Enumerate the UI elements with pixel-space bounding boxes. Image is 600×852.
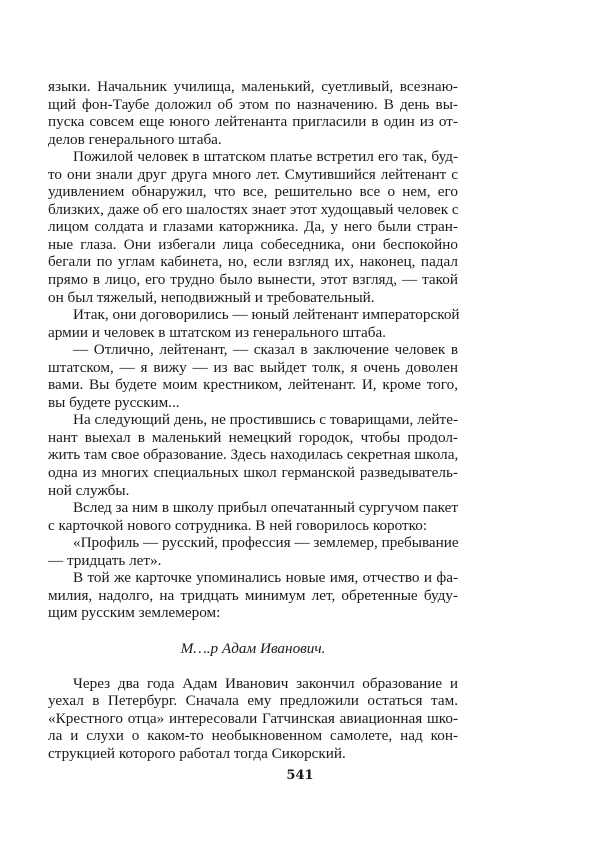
paragraph <box>48 534 458 569</box>
blank-line <box>48 657 458 675</box>
text-line: то они знали друг друга много лет. Смутившийся лейтенант с <box>48 165 458 183</box>
text-line: милия, надолго, на тридцать минимум лет, обретенные буду- <box>48 586 458 604</box>
text-line: бегали по углам кабинета, но, если взгляд их, наконец, падал <box>48 253 458 271</box>
paragraph <box>48 306 458 341</box>
text-line: лицом солдата и глазами каторжника. Да, у него были стран- <box>48 218 458 236</box>
text-line: уехал в Петербург. Сначала ему предложили остаться там. <box>48 692 458 710</box>
text-line: Через два года Адам Иванович закончил образование и <box>73 674 458 692</box>
text-line: «Профиль — русский, профессия — землемер, пребывание <box>73 534 459 552</box>
paragraph <box>48 78 458 148</box>
body-text <box>48 78 458 762</box>
blank-line <box>48 622 458 640</box>
text-line: струкцией которого работал тогда Сикорский. <box>48 744 346 762</box>
text-line: удивлением обнаружил, что все, решительно все о нем, его <box>48 183 458 201</box>
text-line: штатском, — я вижу — из вас выйдет толк, я очень доволен <box>48 358 458 376</box>
paragraph <box>48 569 458 622</box>
text-line: ные глаза. Они избегали лица собеседника, они беспокойно <box>48 235 458 253</box>
text-line: нант выехал в маленький немецкий городок, чтобы продол- <box>48 428 458 446</box>
paragraph <box>48 148 458 306</box>
text-line: близких, даже об его шалостях знает этот худощавый человек с <box>48 200 459 218</box>
paragraph <box>48 411 458 499</box>
text-line: «Крестного отца» интересовали Гатчинская авиационная шко- <box>48 709 458 727</box>
text-line: — тридцать лет». <box>48 551 162 569</box>
paragraph <box>48 675 458 763</box>
text-line: одна из многих специальных школ германской разведыватель- <box>48 464 458 482</box>
text-line: пуска совсем еще юного лейтенанта пригласили в один из от- <box>48 113 458 131</box>
text-line: ла и слухи о каком-то необыкновенном самолете, над кон- <box>48 727 458 745</box>
text-line: щим русским землемером: <box>48 604 221 622</box>
text-line: Итак, они договорились — юный лейтенант императорской <box>73 306 460 324</box>
paragraph <box>48 341 458 411</box>
text-line: с карточкой нового сотрудника. В ней говорилось коротко: <box>48 516 428 534</box>
text-line: Вслед за ним в школу прибыл опечатанный сургучом пакет <box>73 499 458 517</box>
text-line: армии и человек в штатском из генерального штаба. <box>48 323 386 341</box>
text-line: щий фон-Таубе доложил об этом по назначению. В день вы- <box>48 95 458 113</box>
text-line: — Отлично, лейтенант, — сказал в заключение человек в <box>73 341 458 359</box>
text-line: прямо в лицо, его трудно было вынести, этот взгляд, — такой <box>48 271 458 289</box>
page-number: 541 <box>286 768 314 783</box>
text-line: В той же карточке упоминались новые имя, отчество и фа- <box>73 569 458 587</box>
text-line: делов генерального штаба. <box>48 130 222 148</box>
text-line: жить там свое образование. Здесь находилась секретная школа, <box>48 446 459 464</box>
text-line: вы будете русским... <box>48 393 180 411</box>
centered-name: М….р Адам Иванович. <box>180 639 326 657</box>
text-line: На следующий день, не простившись с товарищами, лейте- <box>73 411 458 429</box>
paragraph <box>48 499 458 534</box>
text-line: вами. Вы будете моим крестником, лейтенант. И, кроме того, <box>48 376 458 394</box>
text-line: он был тяжелый, неподвижный и требовательный. <box>48 288 375 306</box>
text-line: ной службы. <box>48 481 130 499</box>
text-line: языки. Начальник училища, маленький, суетливый, всезнаю- <box>48 78 458 95</box>
text-line: Пожилой человек в штатском платье встретил его так, буд- <box>73 148 458 166</box>
